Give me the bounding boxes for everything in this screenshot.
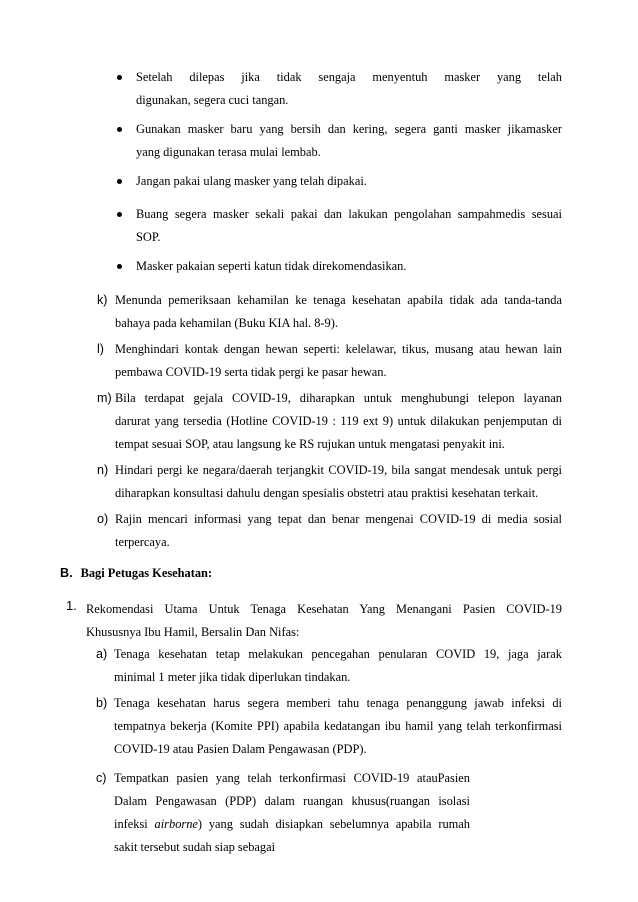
item-text-part: ) yang sudah disiapkan sebelumnya apabila rumah [197,817,470,831]
item-text: Hindari pergi ke negara/daerah terjangkit COVID-19, bila sangat mendesak untuk pergi [115,463,562,477]
section-marker: B. [60,566,73,580]
list-item [110,255,562,278]
item-text: Menghindari kontak dengan hewan seperti: kelelawar, tikus, musang atau hewan lain [115,342,562,356]
list-marker: o) [97,512,109,526]
bullet-text: yang digunakan terasa mulai lembab. [136,145,321,159]
list-item [110,203,562,249]
item-text: Tenaga kesehatan harus segera memberi tahu tenaga penanggung jawab infeksi di [114,696,562,710]
item-text: Dalam Pengawasan (PDP) dalam ruangan khusus(ruangan isolasi [114,794,470,808]
list-marker: 1. [66,598,77,613]
list-item [97,508,562,554]
list-marker: l) [97,342,104,356]
recommendation-list [96,643,562,859]
item-text: Tempatkan pasien yang telah terkonfirmasi COVID-19 atauPasien [114,771,470,785]
bullet-text: SOP. [136,230,161,244]
item-text: Rajin mencari informasi yang tepat dan benar mengenai COVID-19 di media sosial [115,512,562,526]
item-text: darurat yang tersedia (Hotline COVID-19 : 119 ext 9) untuk dilakukan penjemputan di [115,414,562,428]
bullet-text: Buang segera masker sekali pakai dan lakukan pengolahan sampahmedis sesuai [136,207,562,221]
bullet-text: Setelah dilepas jika tidak sengaja menyentuh masker yang telah [136,70,562,84]
bullet-icon [117,264,122,269]
item-text-part: infeksi [114,817,155,831]
list-item [97,338,562,384]
bullet-text: Gunakan masker baru yang bersih dan kering, segera ganti masker jikamasker [136,122,562,136]
bullet-text: digunakan, segera cuci tangan. [136,93,289,107]
list-marker: m) [97,391,112,405]
list-item [110,66,562,112]
list-item [110,118,562,164]
list-marker: c) [96,771,107,785]
item-text: pembawa COVID-19 serta tidak pergi ke pasar hewan. [115,365,387,379]
item-text: Tenaga kesehatan tetap melakukan pencegahan penularan COVID 19, jaga jarak [114,647,562,661]
point-text: Khususnya Ibu Hamil, Bersalin Dan Nifas: [86,625,300,639]
item-text: sakit tersebut sudah siap sebagai [114,840,276,854]
item-text: Bila terdapat gejala COVID-19, diharapkan untuk menghubungi telepon layanan [115,391,562,405]
list-marker: a) [96,647,108,661]
bullet-text: Jangan pakai ulang masker yang telah dipakai. [136,174,367,188]
list-item [96,643,562,689]
item-text: diharapkan konsultasi dahulu dengan spesialis obstetri atau praktisi kesehatan terkait. [115,486,539,500]
item-text: tempatnya bekerja (Komite PPI) apabila kedatangan ibu hamil yang telah terkonfirmasi [114,719,562,733]
advice-list [97,289,562,554]
section-heading [60,566,212,581]
italic-term: airborne [154,817,198,831]
item-text: tempat sesuai SOP, atau langsung ke RS rujukan untuk mengatasi penyakit ini. [115,437,505,451]
list-item [96,767,470,859]
list-marker: k) [97,293,108,307]
item-text: bahaya pada kehamilan (Buku KIA hal. 8-9). [115,316,338,330]
list-item [97,289,562,335]
item-text: Menunda pemeriksaan kehamilan ke tenaga kesehatan apabila tidak ada tanda-tanda [115,293,562,307]
section-title: Bagi Petugas Kesehatan: [80,566,213,580]
list-item [97,387,562,456]
item-text: minimal 1 meter jika tidak diperlukan tindakan. [114,670,351,684]
item-text: terpercaya. [115,535,170,549]
bullet-icon [117,75,122,80]
list-marker: n) [97,463,109,477]
numbered-point [66,598,562,644]
item-text: COVID-19 atau Pasien Dalam Pengawasan (PDP). [114,742,367,756]
item-text [114,813,470,836]
mask-bullet-list [110,66,562,278]
list-item [110,170,562,193]
bullet-text: Masker pakaian seperti katun tidak direkomendasikan. [136,259,407,273]
bullet-icon [117,179,122,184]
list-item [96,692,562,761]
bullet-icon [117,212,122,217]
bullet-icon [117,127,122,132]
list-marker: b) [96,696,108,710]
point-text: Rekomendasi Utama Untuk Tenaga Kesehatan Yang Menangani Pasien COVID-19 [86,602,562,616]
list-item [97,459,562,505]
